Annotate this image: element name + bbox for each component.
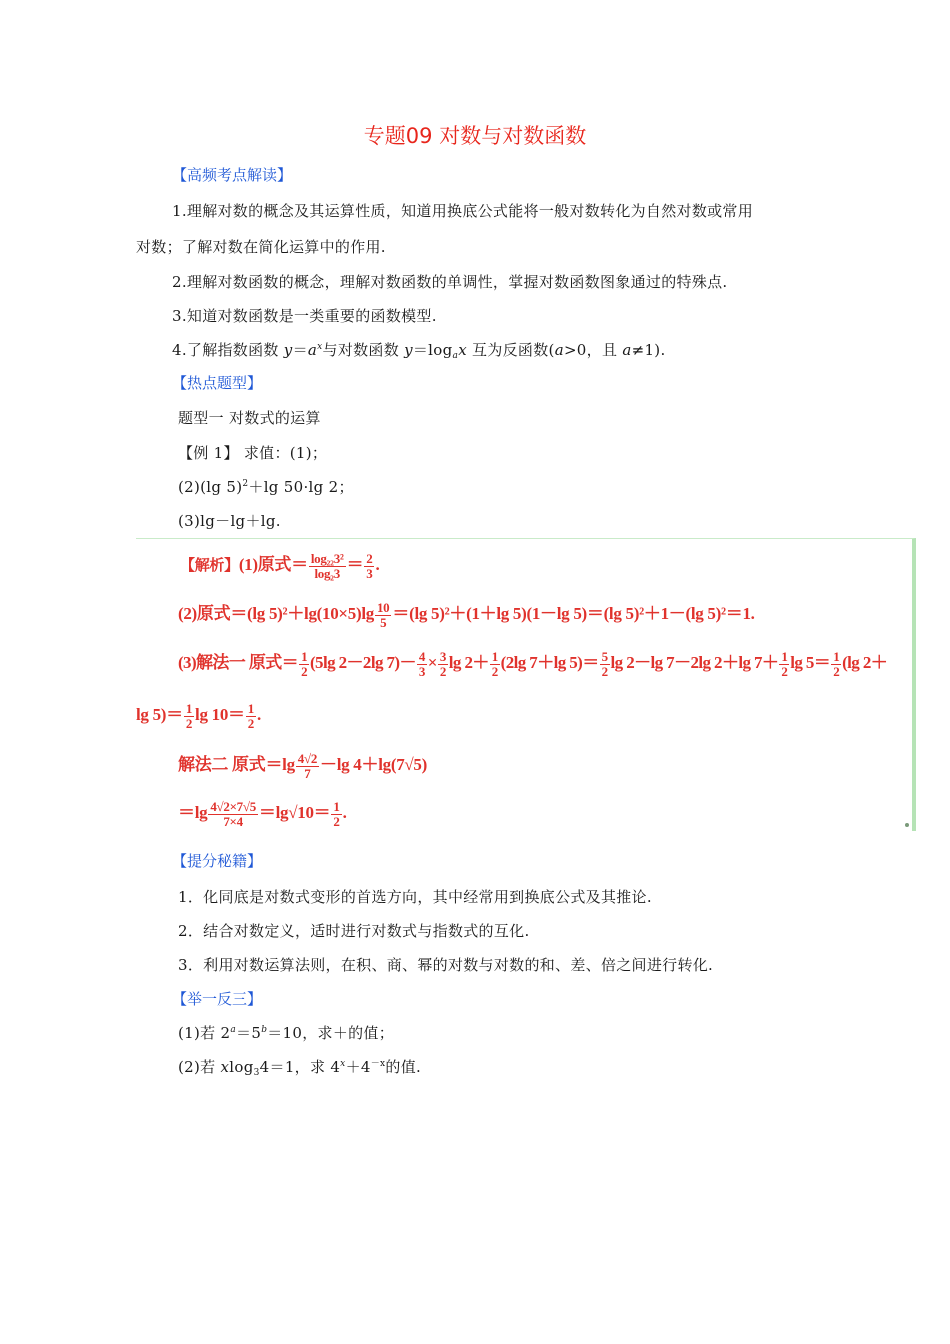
tip-1: 1．化同底是对数式变形的首选方向，其中经常用到换底公式及其推论. [178, 888, 652, 906]
practice-2: (2)若 xlog$_3$4＝1，求 $4^x+4^{-x}$的值. [178, 1058, 422, 1078]
reading-item-2: 2.理解对数函数的概念，理解对数函数的单调性，掌握对数函数图象通过的特殊点. [172, 273, 728, 291]
page-title: 专题09 对数与对数函数 [363, 124, 587, 148]
example-1: 【例 1】 求值：(1)； [178, 444, 328, 462]
reading-item-3: 3.知道对数函数是一类重要的函数模型. [172, 307, 437, 325]
solution-line-4: lg 5)＝ $\frac{1}{2}$ lg 10＝ $\frac{1}{2}$ . [136, 700, 261, 731]
solution-line-3: (3)解法一 原式＝ $\frac{1}{2}$ (5lg 2－2lg 7)－ $\frac{4}{3}$ × $\frac{3}{2}$ lg 2＋ $\frac{1}{2}$ (2lg 7＋lg 5)＝ $\frac{5}{2}$ lg 2－lg 7－2lg 2＋lg 7＋ $\frac{1}{2}$ lg 5＝ $\frac{1}{2}$ (lg 2＋ [178, 648, 888, 679]
anchor-mark [905, 823, 909, 827]
solution-line-1: 【解析】(1)原式＝ $\frac{\text{log₂₂3²}}{\text{log₂3}}$ ＝ $\frac{2}{3}$ . [180, 550, 380, 581]
section-head-hot: 【热点题型】 [172, 374, 263, 392]
section-head-tips: 【提分秘籍】 [172, 852, 263, 870]
tip-2: 2．结合对数定义，适时进行对数式与指数式的互化. [178, 922, 530, 940]
solution-line-2: (2)原式＝(lg 5)²＋lg(10×5)lg $\frac{10}{5}$ ＝(lg 5)²＋(1＋lg 5)(1－lg 5)＝(lg 5)²＋1－(lg 5)²＝1. [178, 599, 755, 630]
tip-3: 3．利用对数运算法则，在积、商、幂的对数与对数的和、差、倍之间进行转化. [178, 956, 714, 974]
reading-item-1-line-2: 对数；了解对数在简化运算中的作用. [136, 238, 386, 256]
solution-line-6: ＝lg $\frac{4√2\times 7√5}{7\times 4}$ ＝lg√10＝ $\frac{1}{2}$ . [178, 798, 347, 829]
section-head-reading: 【高频考点解读】 [172, 166, 293, 184]
problem-type-1: 题型一 对数式的运算 [178, 409, 321, 427]
reading-item-4: 4.了解指数函数 $y=a^x$与对数函数 $y=\log_ax$ 互为反函数(a>0，且 a≠1). [172, 341, 666, 361]
practice-1: (1)若 $2^a=5^b=10$，求＋的值； [178, 1024, 395, 1042]
solution-box [136, 538, 916, 831]
section-head-practice: 【举一反三】 [172, 990, 263, 1008]
solution-line-5: 解法二 原式＝lg $\frac{4√2}{7}$ －lg 4＋lg(7√5) [178, 750, 427, 781]
example-q3: (3)lg－lg＋lg. [178, 512, 281, 530]
example-q2: (2)(lg 5)$^2$＋lg 50·lg 2； [178, 478, 354, 496]
reading-item-1-line-1: 1.理解对数的概念及其运算性质，知道用换底公式能将一般对数转化为自然对数或常用 [172, 202, 754, 220]
